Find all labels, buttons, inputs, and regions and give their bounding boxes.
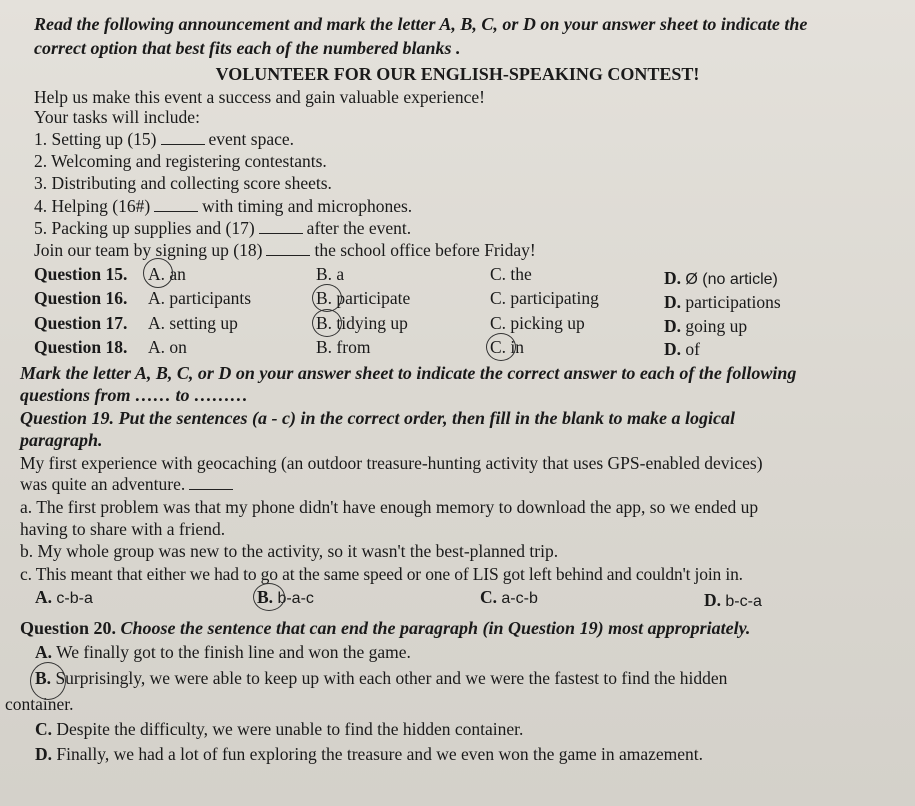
q15-option-a[interactable]: A. an [148, 264, 186, 284]
q19-option-a[interactable]: A. c-b-a [35, 587, 93, 607]
instruction2-line-2: questions from …… to ……… [20, 385, 249, 405]
q15-label: Question 15. [34, 264, 128, 284]
q16-label: Question 16. [34, 288, 128, 308]
q20-option-b-continued: container. [5, 694, 74, 714]
q19-paragraph-line-1: My first experience with geocaching (an outdoor treasure-hunting activity that uses GPS-enabled devices) [20, 453, 763, 473]
q20-option-b[interactable]: B. Surprisingly, we were able to keep up with each other and we were the fastest to find the hidden [35, 668, 728, 688]
q17-option-a[interactable]: A. setting up [148, 313, 238, 333]
q17-option-c[interactable]: C. picking up [490, 313, 585, 333]
task-1: 1. Setting up (15) event space. [34, 129, 295, 149]
blank-q19 [189, 475, 233, 490]
blank-17 [259, 219, 303, 234]
q16-option-d[interactable]: D. participations [664, 292, 781, 312]
q19-option-c[interactable]: C. a-c-b [480, 587, 538, 607]
instruction2-line-1: Mark the letter A, B, C, or D on your answer sheet to indicate the correct answer to each of the following [20, 363, 797, 383]
blank-18 [266, 241, 310, 256]
q16-option-c[interactable]: C. participating [490, 288, 599, 308]
q18-option-d[interactable]: D. of [664, 339, 700, 359]
blank-16 [154, 197, 198, 212]
join-line: Join our team by signing up (18) the school office before Friday! [34, 240, 536, 260]
announcement-title: VOLUNTEER FOR OUR ENGLISH-SPEAKING CONTEST! [215, 64, 700, 84]
announcement-intro: Help us make this event a success and gain valuable experience! [34, 87, 485, 107]
q20-option-c[interactable]: C. Despite the difficulty, we were unable to find the hidden container. [35, 719, 524, 739]
task-4: 4. Helping (16#) with timing and microphones. [34, 196, 413, 216]
q19-option-d[interactable]: D. b-c-a [704, 590, 762, 610]
q18-option-a[interactable]: A. on [148, 337, 187, 357]
q17-option-d[interactable]: D. going up [664, 316, 748, 336]
q19-sentence-b: b. My whole group was new to the activity, so it wasn't the best-planned trip. [20, 541, 559, 561]
q18-option-b[interactable]: B. from [316, 337, 371, 357]
q16-option-b[interactable]: B. participate [316, 288, 411, 308]
task-5: 5. Packing up supplies and (17) after the event. [34, 218, 412, 238]
q17-label: Question 17. [34, 313, 128, 333]
tasks-label: Your tasks will include: [34, 107, 200, 127]
q20-prompt: Question 20. Choose the sentence that can end the paragraph (in Question 19) most appropriately. [20, 618, 751, 638]
q19-sentence-a-line-2: having to share with a friend. [20, 519, 226, 539]
q19-sentence-c: c. This meant that either we had to go at the same speed or one of LIS got left behind and couldn't join in. [20, 564, 743, 584]
blank-15 [161, 130, 205, 145]
q19-prompt-line-2: paragraph. [20, 430, 103, 450]
q15-option-d[interactable]: D. Ø (no article) [664, 268, 778, 288]
q15-option-c[interactable]: C. the [490, 264, 532, 284]
task-2: 2. Welcoming and registering contestants. [34, 151, 327, 171]
q19-sentence-a-line-1: a. The first problem was that my phone didn't have enough memory to download the app, so we ended up [20, 497, 759, 517]
q19-paragraph-line-2: was quite an adventure. [20, 474, 237, 494]
q18-option-c[interactable]: C. in [490, 337, 525, 357]
q19-prompt-line-1: Question 19. Put the sentences (a - c) in the correct order, then fill in the blank to make a logical [20, 408, 735, 428]
q20-option-d[interactable]: D. Finally, we had a lot of fun exploring the treasure and we even won the game in amazement. [35, 744, 704, 764]
q15-option-b[interactable]: B. a [316, 264, 345, 284]
q19-option-b[interactable]: B. b-a-c [257, 587, 314, 607]
instruction-line-1: Read the following announcement and mark the letter A, B, C, or D on your answer sheet to indicate the [34, 14, 808, 34]
instruction-line-2: correct option that best fits each of the numbered blanks . [34, 38, 461, 58]
q16-option-a[interactable]: A. participants [148, 288, 252, 308]
task-3: 3. Distributing and collecting score sheets. [34, 173, 332, 193]
q20-option-a[interactable]: A. We finally got to the finish line and won the game. [35, 642, 411, 662]
q17-option-b[interactable]: B. tidying up [316, 313, 408, 333]
q18-label: Question 18. [34, 337, 128, 357]
